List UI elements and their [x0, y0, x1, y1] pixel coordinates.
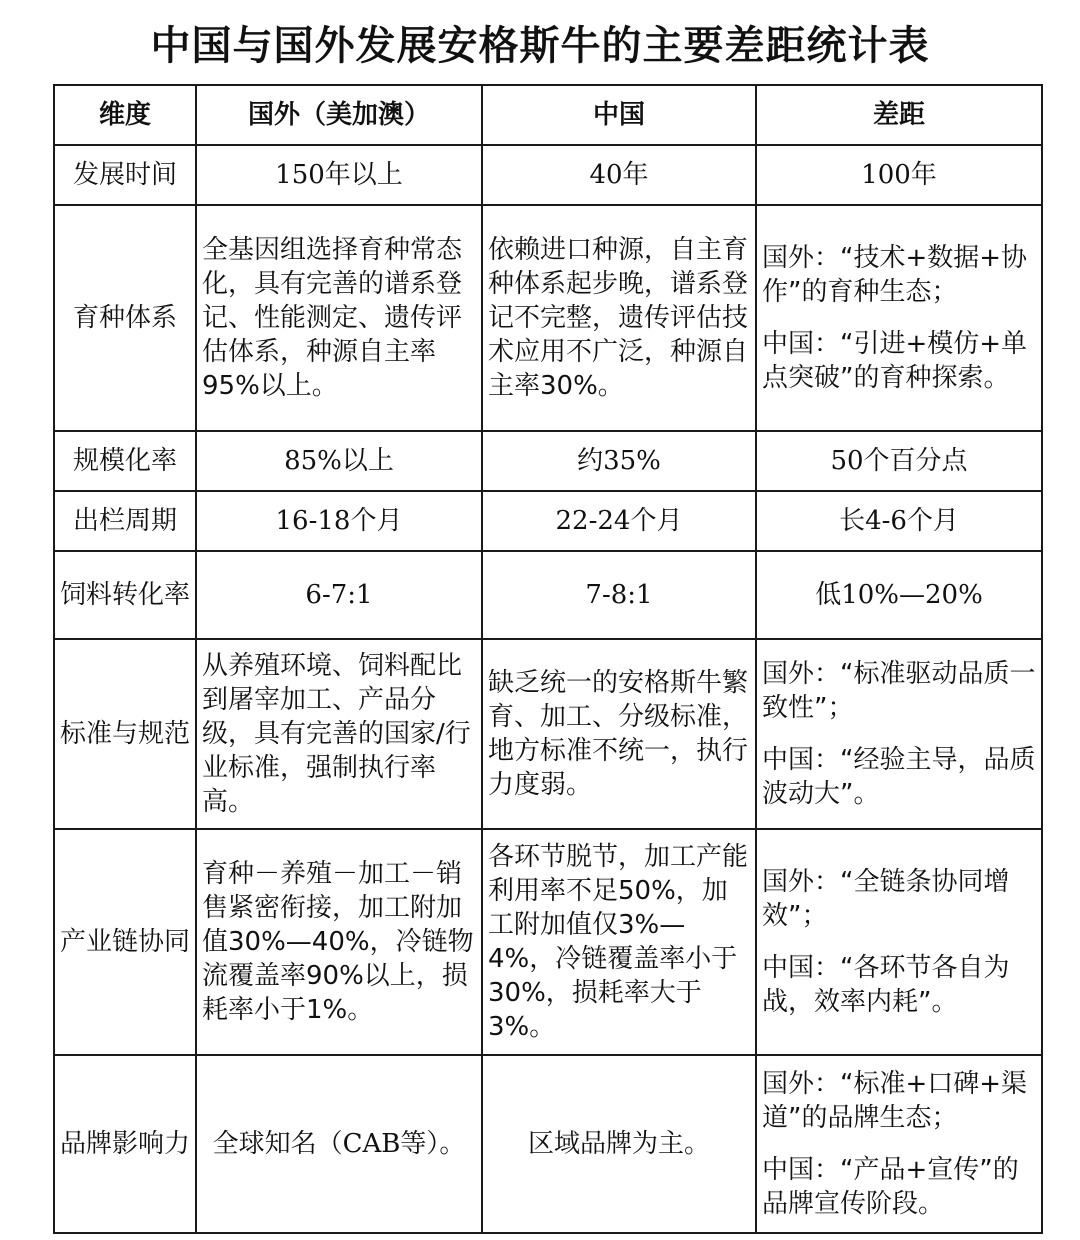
cell-foreign: 6-7:1: [196, 551, 482, 639]
header-foreign: 国外（美加澳）: [196, 85, 482, 145]
cell-dimension: 育种体系: [54, 205, 196, 431]
cell-gap: 低10%—20%: [756, 551, 1042, 639]
table-row: [54, 205, 1042, 431]
cell-foreign: 从养殖环境、饲料配比到屠宰加工、产品分级，具有完善的国家/行业标准，强制执行率高。: [196, 639, 482, 829]
gap-china-text: 中国：“各环节各自为战，效率内耗”。: [762, 953, 1010, 1017]
table-header-row: [54, 85, 1042, 145]
cell-dimension: 饲料转化率: [54, 551, 196, 639]
cell-dimension: 品牌影响力: [54, 1055, 196, 1233]
cell-gap: [756, 1055, 1042, 1233]
table-row: [54, 491, 1042, 551]
cell-gap: 长4-6个月: [756, 491, 1042, 551]
cell-dimension: 规模化率: [54, 431, 196, 491]
gap-china-text: 中国：“经验主导，品质波动大”。: [762, 745, 1036, 809]
cell-dimension: 标准与规范: [54, 639, 196, 829]
gap-foreign-text: 国外：“全链条协同增效”；: [762, 867, 1010, 931]
table-row: [54, 829, 1042, 1055]
cell-gap: 100年: [756, 145, 1042, 205]
cell-foreign: 全基因组选择育种常态化，具有完善的谱系登记、性能测定、遗传评估体系，种源自主率95%以上。: [196, 205, 482, 431]
table-row: [54, 639, 1042, 829]
header-china: 中国: [482, 85, 756, 145]
cell-china: 依赖进口种源，自主育种体系起步晚，谱系登记不完整，遗传评估技术应用不广泛，种源自主率30%。: [482, 205, 756, 431]
cell-china: 40年: [482, 145, 756, 205]
gap-china-text: 中国：“产品+宣传”的品牌宣传阶段。: [762, 1155, 1019, 1219]
header-gap: 差距: [756, 85, 1042, 145]
table-row: [54, 145, 1042, 205]
cell-dimension: 产业链协同: [54, 829, 196, 1055]
gap-china-text: 中国：“引进+模仿+单点突破”的育种探索。: [762, 329, 1028, 393]
cell-gap: [756, 829, 1042, 1055]
document-title: 中国与国外发展安格斯牛的主要差距统计表: [150, 23, 930, 69]
cell-china: 缺乏统一的安格斯牛繁育、加工、分级标准，地方标准不统一，执行力度弱。: [482, 639, 756, 829]
cell-china: 7-8:1: [482, 551, 756, 639]
cell-china: 各环节脱节，加工产能利用率不足50%，加工附加值仅3%—4%，冷链覆盖率小于30%，损耗率大于3%。: [482, 829, 756, 1055]
cell-foreign: 全球知名（CAB等）。: [196, 1055, 482, 1233]
cell-gap: 50个百分点: [756, 431, 1042, 491]
cell-foreign: 85%以上: [196, 431, 482, 491]
cell-gap: [756, 205, 1042, 431]
cell-foreign: 育种－养殖－加工－销售紧密衔接，加工附加值30%—40%，冷链物流覆盖率90%以上，损耗率小于1%。: [196, 829, 482, 1055]
comparison-table: [53, 84, 1043, 1234]
cell-dimension: 出栏周期: [54, 491, 196, 551]
table-row: [54, 1055, 1042, 1233]
cell-foreign: 150年以上: [196, 145, 482, 205]
gap-foreign-text: 国外：“标准+口碑+渠道”的品牌生态；: [762, 1069, 1028, 1133]
cell-china: 22-24个月: [482, 491, 756, 551]
header-dimension: 维度: [54, 85, 196, 145]
cell-china: 区域品牌为主。: [482, 1055, 756, 1233]
cell-foreign: 16-18个月: [196, 491, 482, 551]
gap-foreign-text: 国外：“技术+数据+协作”的育种生态；: [762, 243, 1028, 307]
cell-gap: [756, 639, 1042, 829]
cell-china: 约35%: [482, 431, 756, 491]
table-row: [54, 551, 1042, 639]
gap-foreign-text: 国外：“标准驱动品质一致性”；: [762, 659, 1036, 723]
cell-dimension: 发展时间: [54, 145, 196, 205]
table-row: [54, 431, 1042, 491]
